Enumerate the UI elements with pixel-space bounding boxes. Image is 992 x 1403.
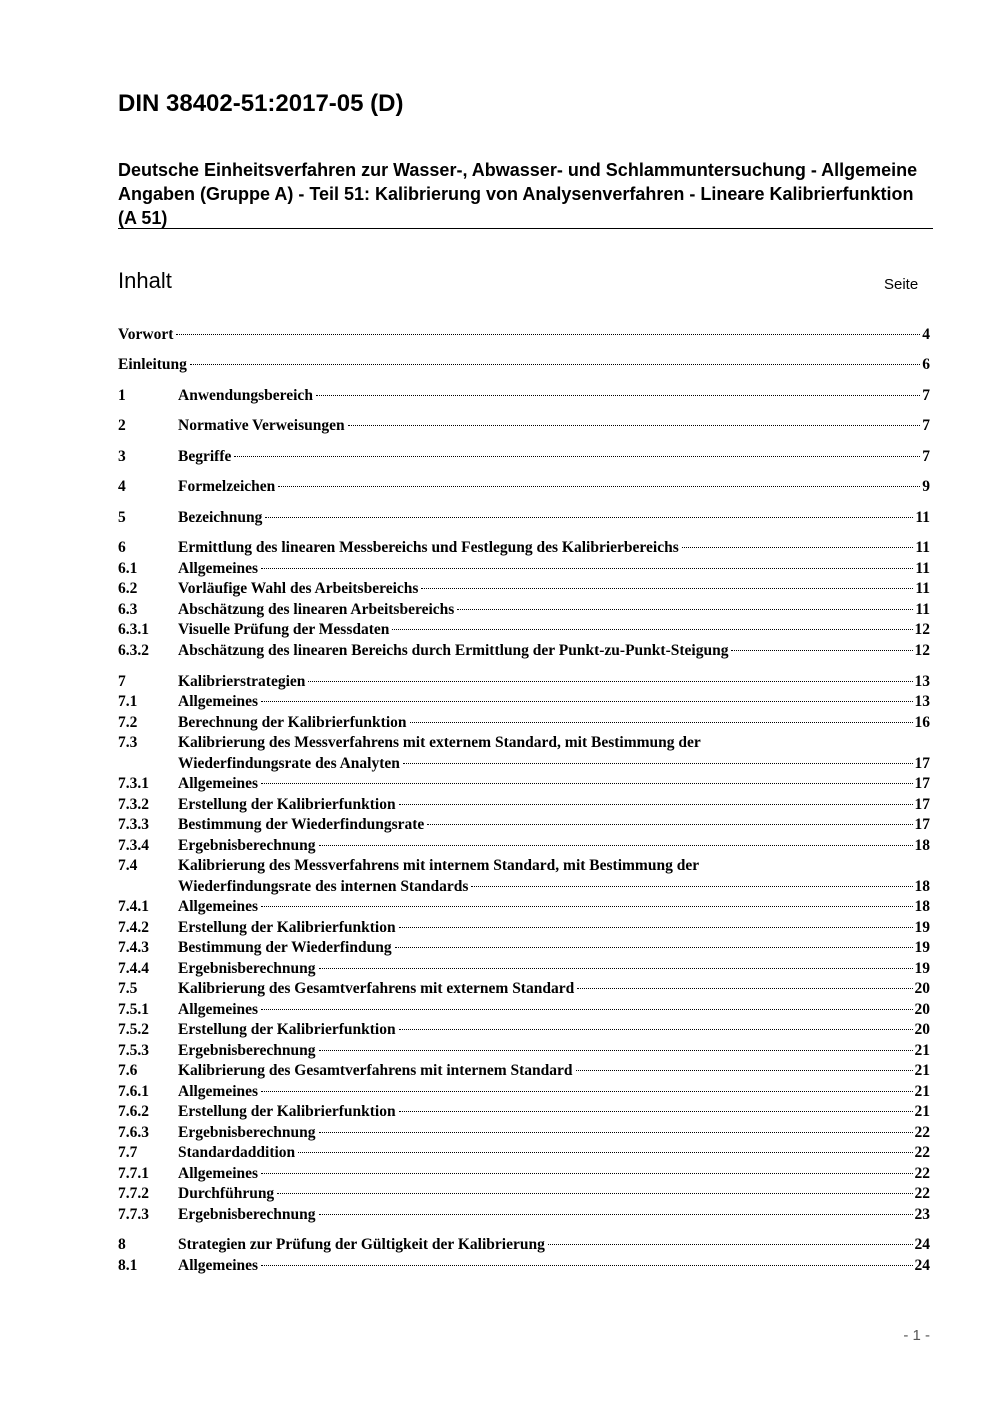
toc-entry-page: 24 (914, 1236, 930, 1253)
toc-entry-title: Abschätzung des linearen Arbeitsbereichs (178, 601, 455, 618)
toc-entry[interactable] (118, 416, 930, 436)
toc-entry[interactable] (118, 1184, 930, 1204)
page-number: - 1 - (903, 1327, 930, 1344)
dot-leader (392, 629, 912, 630)
toc-entry-title: Ergebnisberechnung (178, 1206, 316, 1223)
toc-entry-title: Standardaddition (178, 1144, 296, 1161)
dot-leader (399, 804, 913, 805)
toc-entry-title: Erstellung der Kalibrierfunktion (178, 1021, 396, 1038)
toc-entry[interactable] (118, 1102, 930, 1122)
toc-entry[interactable] (118, 836, 930, 856)
title-divider (118, 228, 933, 229)
dot-leader (319, 845, 913, 846)
toc-entry-line (178, 836, 930, 856)
toc-entry-title: Allgemeines (178, 1165, 259, 1182)
toc-entry[interactable] (118, 692, 930, 712)
dot-leader (319, 968, 913, 969)
toc-entry-line (178, 774, 930, 794)
toc-entry-number: 4 (118, 478, 126, 495)
toc-entry-number: 7.7 (118, 1144, 138, 1161)
toc-entry-page: 19 (914, 939, 930, 956)
toc-entry-number: 8.1 (118, 1257, 138, 1274)
toc-entry[interactable] (118, 1256, 930, 1276)
toc-entry-line (178, 1082, 930, 1102)
dot-leader (261, 783, 912, 784)
toc-entry[interactable] (118, 959, 930, 979)
toc-entry-line (178, 559, 930, 579)
dot-leader (399, 927, 913, 928)
toc-entry[interactable] (118, 477, 930, 497)
toc-entry-page: 7 (922, 387, 930, 404)
toc-entry-page: 19 (914, 919, 930, 936)
toc-entry-number: 7.5.3 (118, 1042, 149, 1059)
dot-leader (403, 763, 913, 764)
toc-entry-page: 9 (922, 478, 930, 495)
dot-leader (261, 1091, 912, 1092)
dot-leader (576, 1070, 913, 1071)
toc-entry-title: Allgemeines (178, 1001, 259, 1018)
toc-entry-title: Allgemeines (178, 1083, 259, 1100)
toc-entry-title: Berechnung der Kalibrierfunktion (178, 714, 407, 731)
toc-entry[interactable] (118, 579, 930, 599)
toc-entry-title: Erstellung der Kalibrierfunktion (178, 1103, 396, 1120)
toc-entry-title: Erstellung der Kalibrierfunktion (178, 919, 396, 936)
toc-entry-title: Strategien zur Prüfung der Gültigkeit der Kalibrierung (178, 1236, 545, 1253)
toc-entry-line (178, 815, 930, 835)
toc-entry-number: 5 (118, 509, 126, 526)
toc-entry[interactable] (118, 559, 930, 579)
toc-entry[interactable] (118, 447, 930, 467)
toc-entry[interactable] (118, 897, 930, 917)
toc-entry-page: 17 (914, 755, 930, 772)
toc-entry[interactable] (118, 1143, 930, 1163)
toc-entry-page: 11 (915, 560, 930, 577)
toc-entry-continuation[interactable] (118, 754, 930, 774)
toc-entry-number: 7.7.1 (118, 1165, 149, 1182)
toc-entry[interactable] (118, 918, 930, 938)
dot-leader (190, 364, 920, 365)
toc-entry-title: Wiederfindungsrate des Analyten (178, 755, 400, 772)
toc-entry-number: 6.3.2 (118, 642, 149, 659)
toc-entry-title: Formelzeichen (178, 478, 276, 495)
toc-entry-line (178, 447, 930, 467)
toc-entry-line (178, 877, 930, 897)
toc-entry-page: 4 (922, 326, 930, 343)
toc-entry-number: 7.5.1 (118, 1001, 149, 1018)
toc-entry-line (118, 325, 930, 345)
toc-entry-page: 17 (914, 816, 930, 833)
toc-entry-number: 7.4.2 (118, 919, 149, 936)
toc-entry-number: 7.3.3 (118, 816, 149, 833)
toc-entry-line (178, 538, 930, 558)
toc-entry[interactable] (118, 355, 930, 375)
dot-leader (319, 1214, 913, 1215)
toc-entry-continuation[interactable] (118, 877, 930, 897)
toc-heading: Inhalt (118, 268, 172, 293)
toc-entry-line (178, 1061, 930, 1081)
toc-entry[interactable] (118, 1041, 930, 1061)
toc-entry-page: 12 (914, 621, 930, 638)
toc-entry-number: 7.5.2 (118, 1021, 149, 1038)
toc-entry-number: 7.4.3 (118, 939, 149, 956)
toc-entry-page: 22 (914, 1124, 930, 1141)
toc-entry-number: 7.7.2 (118, 1185, 149, 1202)
toc-entry-title: Ergebnisberechnung (178, 960, 316, 977)
toc-entry[interactable] (118, 386, 930, 406)
toc-entry-title: Anwendungsbereich (178, 387, 313, 404)
toc-entry-page: 20 (914, 1001, 930, 1018)
toc-entry[interactable] (118, 1020, 930, 1040)
toc-entry-page: 18 (914, 837, 930, 854)
toc-entry-number: 7.1 (118, 693, 138, 710)
toc-entry-page: 21 (914, 1062, 930, 1079)
toc-entry-page: 24 (914, 1257, 930, 1274)
toc-entry-number: 7.7.3 (118, 1206, 149, 1223)
toc-entry-page: 22 (914, 1185, 930, 1202)
toc-entry-page: 11 (915, 539, 930, 556)
toc-entry-number: 6.2 (118, 580, 138, 597)
toc-entry-page: 21 (914, 1042, 930, 1059)
toc-entry-line (178, 897, 930, 917)
toc-entry-title: Kalibrierung des Messverfahrens mit externem Standard, mit Bestimmung der (178, 734, 701, 751)
toc-entry-line (178, 672, 930, 692)
toc-entry-line (178, 508, 930, 528)
dot-leader (427, 824, 912, 825)
toc-entry-number: 7.6.3 (118, 1124, 149, 1141)
toc-entry-page: 11 (915, 580, 930, 597)
toc-entry-line (178, 641, 930, 661)
toc-entry[interactable] (118, 713, 930, 733)
dot-leader (731, 650, 912, 651)
toc-entry-line (178, 579, 930, 599)
toc-entry[interactable] (118, 600, 930, 620)
dot-leader (410, 722, 913, 723)
toc-entry-number: 7.3 (118, 734, 138, 751)
toc-entry[interactable] (118, 856, 930, 876)
toc-entry-title: Vorwort (118, 326, 174, 343)
dot-leader (421, 588, 913, 589)
toc-entry-title: Kalibrierung des Messverfahrens mit internem Standard, mit Bestimmung der (178, 857, 700, 874)
toc-entry[interactable] (118, 641, 930, 661)
toc-entry[interactable] (118, 1082, 930, 1102)
toc-entry[interactable] (118, 325, 930, 345)
dot-leader (261, 1009, 912, 1010)
toc-entry-title: Ergebnisberechnung (178, 1124, 316, 1141)
toc-entry-page: 12 (914, 642, 930, 659)
toc-entry-number: 7.4.1 (118, 898, 149, 915)
toc-entry-page: 22 (914, 1165, 930, 1182)
toc-entry-page: 16 (914, 714, 930, 731)
toc-entry-number: 7.5 (118, 980, 138, 997)
toc-entry[interactable] (118, 979, 930, 999)
toc-entry-title: Kalibrierung des Gesamtverfahrens mit externem Standard (178, 980, 575, 997)
dot-leader (265, 517, 913, 518)
dot-leader (399, 1029, 913, 1030)
dot-leader (261, 568, 913, 569)
toc-entry-line (178, 600, 930, 620)
toc-entry-number: 1 (118, 387, 126, 404)
toc-entry-title: Ermittlung des linearen Messbereichs und Festlegung des Kalibrierbereichs (178, 539, 679, 556)
toc-entry-page: 21 (914, 1083, 930, 1100)
toc-entry-title: Vorläufige Wahl des Arbeitsbereichs (178, 580, 419, 597)
dot-leader (316, 395, 920, 396)
toc-entry-page: 7 (922, 417, 930, 434)
toc-entry-line (178, 477, 930, 497)
toc-entry-page: 17 (914, 775, 930, 792)
toc-entry-number: 7.3.4 (118, 837, 149, 854)
dot-leader (319, 1050, 913, 1051)
toc-entry-title: Bestimmung der Wiederfindungsrate (178, 816, 425, 833)
toc-entry[interactable] (118, 1061, 930, 1081)
toc-entry-line (178, 979, 930, 999)
dot-leader (298, 1152, 912, 1153)
toc-entry-page: 22 (914, 1144, 930, 1161)
toc-entry-line (178, 1123, 930, 1143)
dot-leader (395, 947, 913, 948)
toc-entry-title: Normative Verweisungen (178, 417, 345, 434)
dot-leader (399, 1111, 913, 1112)
toc-entry[interactable] (118, 1235, 930, 1255)
toc-entry-title: Ergebnisberechnung (178, 1042, 316, 1059)
dot-leader (234, 456, 920, 457)
toc-entry-number: 6.3 (118, 601, 138, 618)
toc-entry-number: 7.6.2 (118, 1103, 149, 1120)
toc-entry[interactable] (118, 1123, 930, 1143)
toc-entry-number: 7.4 (118, 857, 138, 874)
toc-entry-line (178, 938, 930, 958)
toc-entry-line (178, 1143, 930, 1163)
toc-entry-line (178, 1041, 930, 1061)
toc-entry-page: 6 (922, 356, 930, 373)
toc-entry[interactable] (118, 774, 930, 794)
toc-entry-page: 18 (914, 898, 930, 915)
toc-entry-page: 13 (914, 693, 930, 710)
dot-leader (277, 1193, 912, 1194)
toc-entry-line (178, 1164, 930, 1184)
toc-entry-number: 7.6.1 (118, 1083, 149, 1100)
toc-entry-title: Abschätzung des linearen Bereichs durch Ermittlung der Punkt-zu-Punkt-Steigung (178, 642, 729, 659)
toc-entry-line (178, 713, 930, 733)
toc-entry-title: Visuelle Prüfung der Messdaten (178, 621, 390, 638)
toc-entry-page: 11 (915, 601, 930, 618)
dot-leader (348, 425, 921, 426)
toc-entry-title: Einleitung (118, 356, 187, 373)
toc-entry[interactable] (118, 815, 930, 835)
toc-entry-title: Bestimmung der Wiederfindung (178, 939, 392, 956)
toc-entry[interactable] (118, 538, 930, 558)
dot-leader (471, 886, 912, 887)
dot-leader (261, 1265, 912, 1266)
toc-entry-line (118, 355, 930, 375)
toc-entry[interactable] (118, 938, 930, 958)
toc-entry-number: 6 (118, 539, 126, 556)
document-id: DIN 38402-51:2017-05 (D) (118, 90, 404, 117)
dot-leader (682, 547, 914, 548)
toc-entry-line (178, 754, 930, 774)
toc-entry[interactable] (118, 672, 930, 692)
toc-entry[interactable] (118, 1205, 930, 1225)
dot-leader (261, 701, 912, 702)
toc-entry-line (178, 918, 930, 938)
toc-entry-line (178, 1184, 930, 1204)
toc-entry-title: Begriffe (178, 448, 232, 465)
toc-entry-number: 7.3.1 (118, 775, 149, 792)
dot-leader (319, 1132, 913, 1133)
toc-entry[interactable] (118, 795, 930, 815)
toc-entry-number: 7.2 (118, 714, 138, 731)
dot-leader (261, 906, 912, 907)
toc-entry-title: Ergebnisberechnung (178, 837, 316, 854)
page-column-label: Seite (884, 276, 919, 293)
toc-entry-page: 13 (914, 673, 930, 690)
toc-entry-number: 3 (118, 448, 126, 465)
dot-leader (457, 609, 913, 610)
toc-entry-number: 6.1 (118, 560, 138, 577)
dot-leader (278, 486, 920, 487)
toc-entry-page: 11 (915, 509, 930, 526)
toc-entry-title: Wiederfindungsrate des internen Standards (178, 878, 469, 895)
toc-entry-title: Allgemeines (178, 1257, 259, 1274)
toc-entry-page: 20 (914, 980, 930, 997)
toc-entry-page: 19 (914, 960, 930, 977)
toc-entry-line (178, 692, 930, 712)
toc-entry-page: 17 (914, 796, 930, 813)
toc-entry-number: 7.3.2 (118, 796, 149, 813)
toc-entry-number: 8 (118, 1236, 126, 1253)
toc-entry-page: 23 (914, 1206, 930, 1223)
toc-entry-line (178, 620, 930, 640)
toc-entry-title: Bezeichnung (178, 509, 263, 526)
toc-entry-title: Kalibrierstrategien (178, 673, 306, 690)
dot-leader (261, 1173, 912, 1174)
toc-entry-page: 21 (914, 1103, 930, 1120)
toc-entry-title: Allgemeines (178, 775, 259, 792)
toc-entry-line (178, 1256, 930, 1276)
toc-entry-line (178, 1102, 930, 1122)
toc-entry-number: 7 (118, 673, 126, 690)
toc-entry[interactable] (118, 1000, 930, 1020)
toc-entry-line (178, 416, 930, 436)
toc-entry-line (178, 795, 930, 815)
dot-leader (548, 1244, 913, 1245)
toc-entry-line (178, 1020, 930, 1040)
toc-entry-line (178, 1000, 930, 1020)
toc-entry-title: Allgemeines (178, 693, 259, 710)
toc-entry[interactable] (118, 1164, 930, 1184)
toc-entry-title: Erstellung der Kalibrierfunktion (178, 796, 396, 813)
dot-leader (176, 334, 920, 335)
toc-entry-line (178, 1235, 930, 1255)
toc-entry-page: 20 (914, 1021, 930, 1038)
toc-entry-line (178, 1205, 930, 1225)
toc-entry-line (178, 386, 930, 406)
toc-entry-page: 18 (914, 878, 930, 895)
dot-leader (577, 988, 912, 989)
toc-entry-title: Allgemeines (178, 560, 259, 577)
toc-entry-title: Kalibrierung des Gesamtverfahrens mit internem Standard (178, 1062, 573, 1079)
toc-entry[interactable] (118, 733, 930, 753)
toc-entry-page: 7 (922, 448, 930, 465)
toc-entry-number: 6.3.1 (118, 621, 149, 638)
toc-entry-number: 2 (118, 417, 126, 434)
dot-leader (308, 681, 912, 682)
toc-entry[interactable] (118, 620, 930, 640)
toc-entry-title: Allgemeines (178, 898, 259, 915)
toc-entry-number: 7.6 (118, 1062, 138, 1079)
toc-entry[interactable] (118, 508, 930, 528)
toc-entry-title: Durchführung (178, 1185, 275, 1202)
toc-entry-line (178, 959, 930, 979)
document-title: Deutsche Einheitsverfahren zur Wasser-, Abwasser- und Schlammuntersuchung - Allgemeine Angaben (Gruppe A) - Teil 51: Kalibrierung von Analysenverfahren - Lineare Kalibrierfunktion (A 51) (118, 160, 918, 228)
toc-entry-number: 7.4.4 (118, 960, 149, 977)
